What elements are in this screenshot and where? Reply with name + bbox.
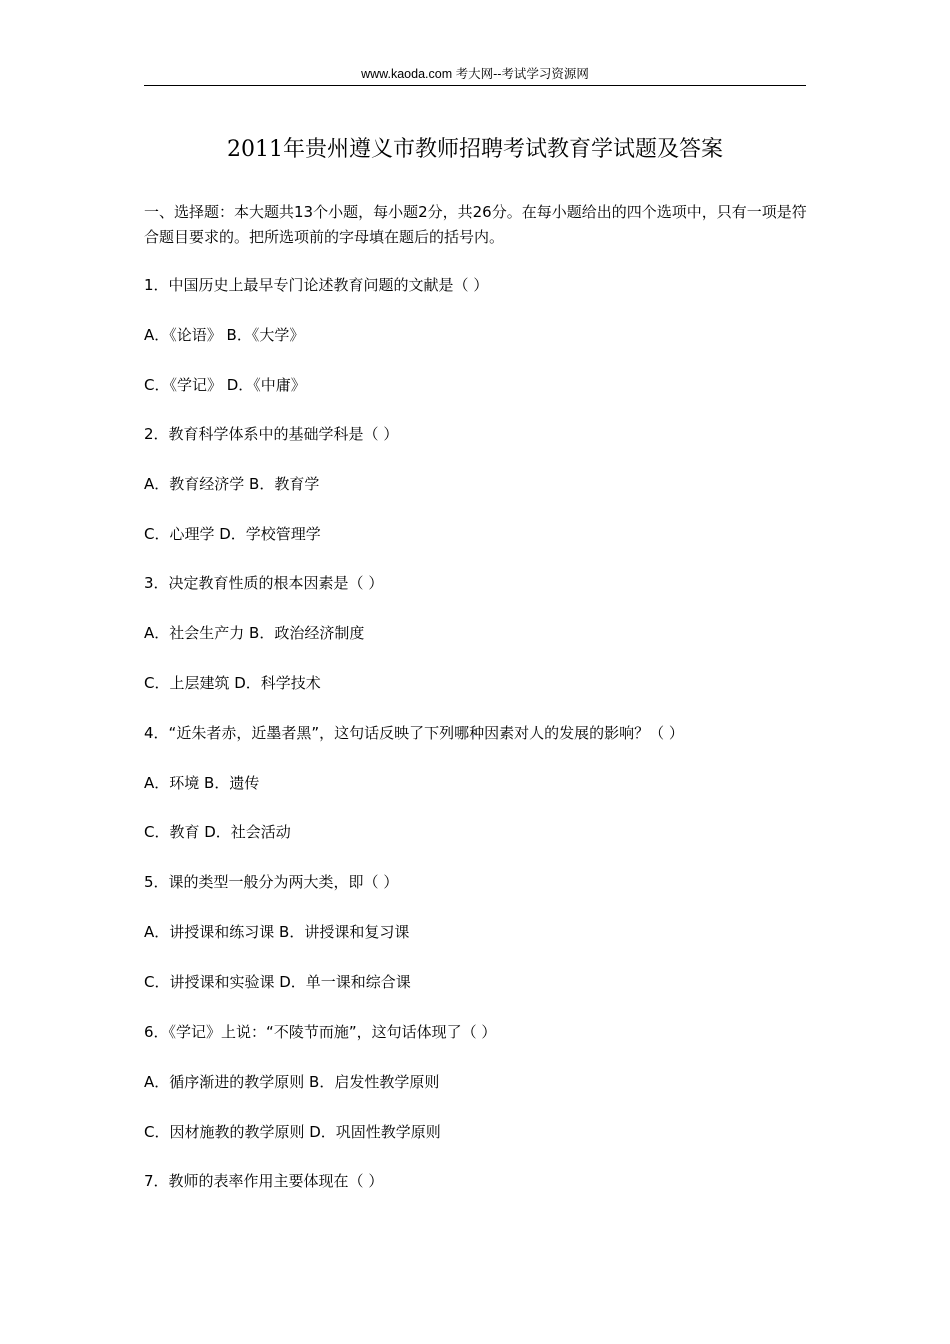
question-6-options-ab: A．循序渐进的教学原则 B．启发性教学原则 bbox=[144, 1073, 440, 1091]
question-1: 1．中国历史上最早专门论述教育问题的文献是（ ） bbox=[144, 276, 489, 294]
question-2-options-cd: C．心理学 D．学校管理学 bbox=[144, 525, 321, 543]
question-5-options-cd: C．讲授课和实验课 D．单一课和综合课 bbox=[144, 973, 411, 991]
page-header-site: www.kaoda.com 考大网--考试学习资源网 bbox=[361, 67, 589, 81]
question-3-options-ab: A．社会生产力 B．政治经济制度 bbox=[144, 624, 365, 642]
question-2-options-ab: A．教育经济学 B．教育学 bbox=[144, 475, 320, 493]
question-3-options-cd: C．上层建筑 D．科学技术 bbox=[144, 674, 321, 692]
question-4: 4．“近朱者赤，近墨者黑”，这句话反映了下列哪种因素对人的发展的影响？（ ） bbox=[144, 724, 684, 742]
question-2: 2．教育科学体系中的基础学科是（ ） bbox=[144, 425, 399, 443]
question-3: 3．决定教育性质的根本因素是（ ） bbox=[144, 574, 384, 592]
question-1-options-ab: A．《论语》 B．《大学》 bbox=[144, 326, 305, 344]
document-title: 2011年贵州遵义市教师招聘考试教育学试题及答案 bbox=[227, 137, 723, 162]
question-7: 7．教师的表率作用主要体现在（ ） bbox=[144, 1172, 384, 1190]
question-1-options-cd: C．《学记》 D．《中庸》 bbox=[144, 376, 306, 394]
question-6-options-cd: C．因材施教的教学原则 D．巩固性教学原则 bbox=[144, 1123, 441, 1141]
question-6: 6．《学记》上说：“不陵节而施”，这句话体现了（ ） bbox=[144, 1023, 497, 1041]
question-4-options-ab: A．环境 B．遗传 bbox=[144, 774, 260, 792]
section-instructions: 一、选择题：本大题共13个小题，每小题2分，共26分。在每小题给出的四个选项中，只有一项是符合题目要求的。把所选项前的字母填在题后的括号内。 bbox=[144, 203, 807, 246]
question-4-options-cd: C．教育 D．社会活动 bbox=[144, 823, 291, 841]
header-divider bbox=[144, 85, 806, 86]
question-5-options-ab: A．讲授课和练习课 B．讲授课和复习课 bbox=[144, 923, 410, 941]
question-5: 5．课的类型一般分为两大类，即（ ） bbox=[144, 873, 399, 891]
